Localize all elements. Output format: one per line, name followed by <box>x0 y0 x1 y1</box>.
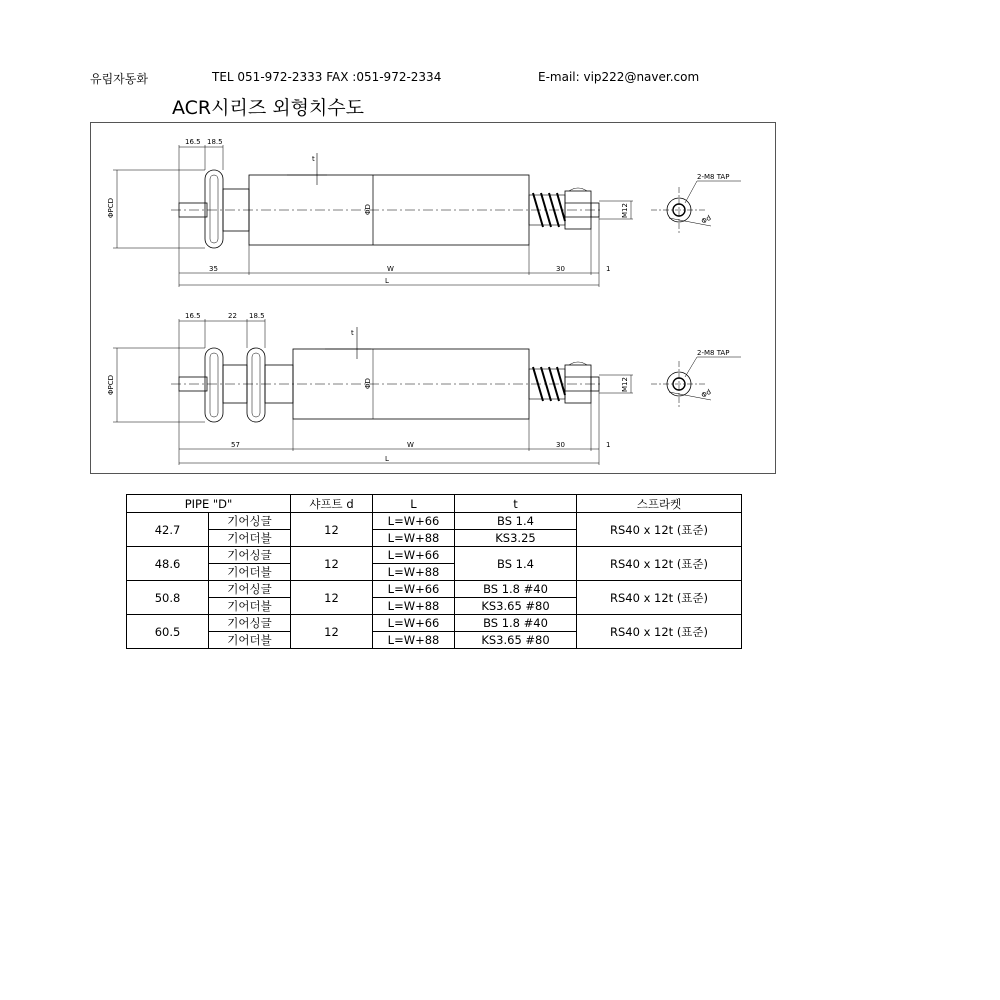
type-cell: 기어더블 <box>209 598 291 615</box>
dim-total: L <box>385 277 389 285</box>
thickness-cell: KS3.65 #80 <box>455 598 577 615</box>
side-view <box>651 173 741 233</box>
dim-flange-2: 18.5 <box>249 312 265 320</box>
table-row <box>127 513 742 530</box>
d-label: ΦD <box>364 378 372 389</box>
bottom-roller-view <box>107 312 741 465</box>
table-header-row <box>127 495 742 513</box>
length-cell: L=W+88 <box>373 632 455 649</box>
header-pipe: PIPE "D" <box>127 495 291 513</box>
length-cell: L=W+66 <box>373 547 455 564</box>
tap-label: 2-M8 TAP <box>697 173 730 181</box>
pcd-label: ΦPCD <box>107 374 115 395</box>
type-cell: 기어싱글 <box>209 615 291 632</box>
pipe-cell: 48.6 <box>127 547 209 581</box>
tap-label: 2-M8 TAP <box>697 349 730 357</box>
shaft-cell: 12 <box>291 615 373 649</box>
pipe-cell: 50.8 <box>127 581 209 615</box>
header-sprocket: 스프라켓 <box>577 495 742 513</box>
type-cell: 기어싱글 <box>209 581 291 598</box>
dimension-drawing <box>90 122 776 474</box>
type-cell: 기어싱글 <box>209 513 291 530</box>
sprocket-cell: RS40 x 12t (표준) <box>577 615 742 649</box>
hex-nut <box>565 362 591 403</box>
pipe-cell: 60.5 <box>127 615 209 649</box>
sprocket-cell: RS40 x 12t (표준) <box>577 581 742 615</box>
header-length: L <box>373 495 455 513</box>
table-row <box>127 615 742 632</box>
side-d-label: Φd <box>700 387 713 400</box>
length-cell: L=W+66 <box>373 615 455 632</box>
type-cell: 기어더블 <box>209 530 291 547</box>
email-address: E-mail: vip222@naver.com <box>538 70 700 84</box>
t-label: t <box>312 155 315 163</box>
thickness-cell: BS 1.4 <box>455 513 577 530</box>
dim-flange-2: 18.5 <box>207 138 223 146</box>
table-row <box>127 547 742 564</box>
top-roller-view <box>107 138 741 287</box>
type-cell: 기어더블 <box>209 632 291 649</box>
dim-left: 57 <box>231 441 240 449</box>
dim-flange-1: 16.5 <box>185 312 201 320</box>
spec-table <box>126 494 742 649</box>
header-thickness: t <box>455 495 577 513</box>
d-label: ΦD <box>364 204 372 215</box>
dim-left: 35 <box>209 265 218 273</box>
length-cell: L=W+66 <box>373 581 455 598</box>
sprocket-cell: RS40 x 12t (표준) <box>577 547 742 581</box>
t-label: t <box>351 329 354 337</box>
pipe-cell: 42.7 <box>127 513 209 547</box>
shaft-cell: 12 <box>291 547 373 581</box>
side-view <box>651 349 741 407</box>
pcd-label: ΦPCD <box>107 197 115 218</box>
header-line <box>90 70 790 88</box>
type-cell: 기어싱글 <box>209 547 291 564</box>
thickness-cell: BS 1.8 #40 <box>455 615 577 632</box>
table-row <box>127 581 742 598</box>
length-cell: L=W+88 <box>373 598 455 615</box>
contact-numbers: TEL 051-972-2333 FAX :051-972-2334 <box>212 70 442 84</box>
length-cell: L=W+66 <box>373 513 455 530</box>
company-name: 유림자동화 <box>90 72 148 86</box>
flange-ring-inner <box>210 175 218 243</box>
thread-label: M12 <box>621 377 629 392</box>
shaft-cell: 12 <box>291 513 373 547</box>
side-d-label: Φd <box>700 213 713 226</box>
drawing-svg <box>91 123 777 475</box>
length-cell: L=W+88 <box>373 564 455 581</box>
shaft-cell: 12 <box>291 581 373 615</box>
thickness-cell: BS 1.4 <box>455 547 577 581</box>
sprocket-cell: RS40 x 12t (표준) <box>577 513 742 547</box>
dim-flange-1: 16.5 <box>185 138 201 146</box>
thickness-cell: KS3.25 <box>455 530 577 547</box>
length-cell: L=W+88 <box>373 530 455 547</box>
hex-nut <box>565 188 591 229</box>
dim-end: 1 <box>606 265 611 273</box>
flange-ring <box>205 170 223 248</box>
type-cell: 기어더블 <box>209 564 291 581</box>
page-title: ACR시리즈 외형치수도 <box>172 97 365 119</box>
dim-w: W <box>407 441 414 449</box>
dim-total: L <box>385 455 389 463</box>
thickness-cell: BS 1.8 #40 <box>455 581 577 598</box>
dim-flange-mid: 22 <box>228 312 237 320</box>
dim-right: 30 <box>556 265 565 273</box>
dim-right: 30 <box>556 441 565 449</box>
header-shaft: 샤프트 d <box>291 495 373 513</box>
thread-label: M12 <box>621 203 629 218</box>
dim-w: W <box>387 265 394 273</box>
dim-end: 1 <box>606 441 611 449</box>
thickness-cell: KS3.65 #80 <box>455 632 577 649</box>
